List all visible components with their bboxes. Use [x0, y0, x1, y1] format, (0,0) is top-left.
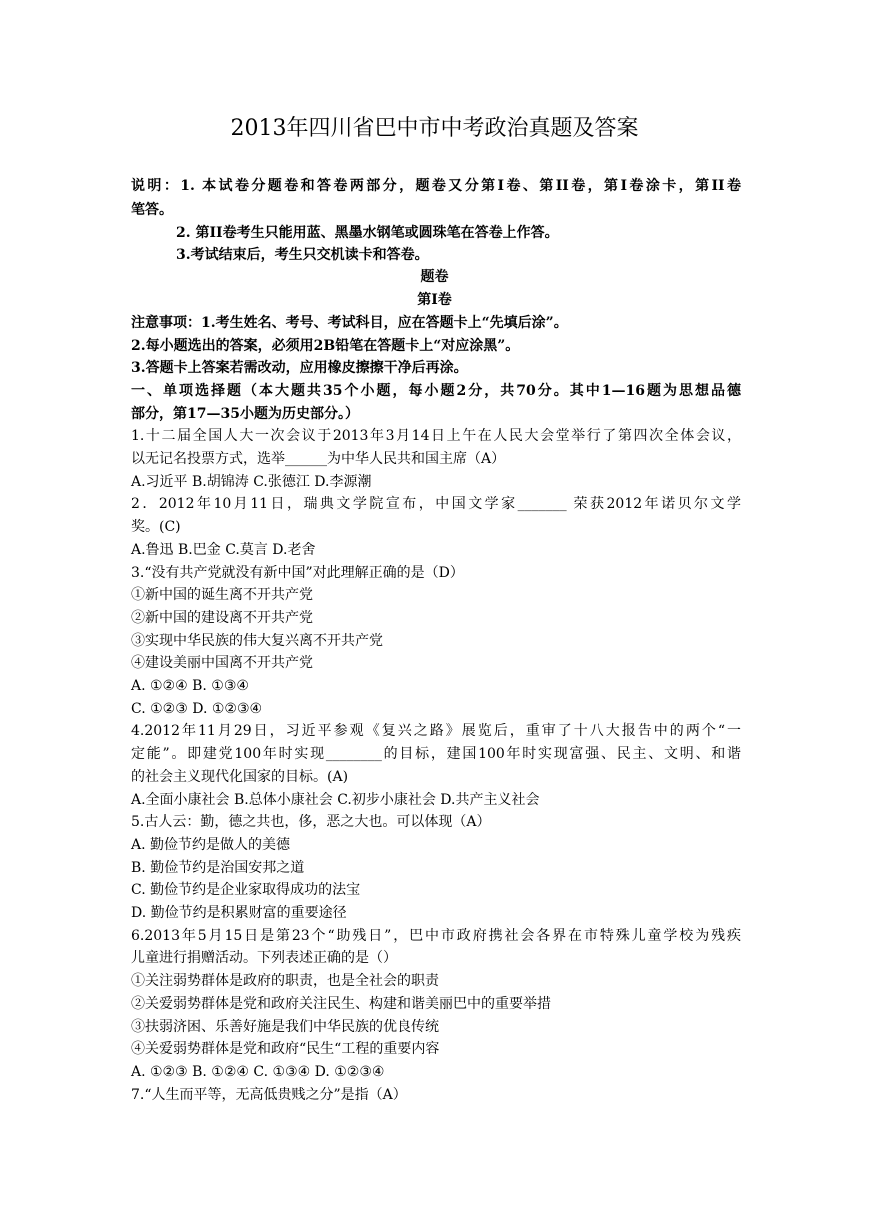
q4-stem-line-3: 的社会主义现代化国家的目标。(A) [131, 769, 349, 785]
q5-option-a: A. 勤俭节约是做人的美德 [131, 837, 291, 853]
q6-stem-line-2: 儿童进行捐赠活动。下列表述正确的是（） [131, 950, 397, 966]
q3-stem: 3.“没有共产党就没有新中国”对此理解正确的是（D） [131, 565, 464, 581]
notes-line-1: 注意事项：1.考生姓名、考号、考试科目，应在答题卡上“先填后涂”。 [131, 315, 568, 331]
notes-line-2: 2.每小题选出的答案，必须用2B铅笔在答题卡上“对应涂黑”。 [131, 338, 520, 354]
instructions-line-3: 3.考试结束后，考生只交机读卡和答卷。 [176, 247, 429, 263]
notes-line-3: 3.答题卡上答案若需改动，应用橡皮擦擦干净后再涂。 [131, 360, 468, 376]
q2-stem-line-2: 奖。(C) [131, 519, 181, 535]
q5-option-b: B. 勤俭节约是治国安邦之道 [131, 860, 305, 876]
q4-stem-line-1: 4.2012年11月29日，习近平参观《复兴之路》展览后，重审了十八大报告中的两个“一 [131, 723, 741, 739]
section-header-line-2: 部分，第17—35小题为历史部分。） [131, 406, 359, 422]
q3-item-3: ③实现中华民族的伟大复兴离不开共产党 [131, 633, 383, 649]
heading-tijuan: 题卷 [420, 269, 449, 285]
q3-options-line-2: C. ①②③ D. ①②③④ [131, 701, 263, 717]
q3-item-2: ②新中国的建设离不开共产党 [131, 610, 313, 626]
q6-stem-line-1: 6.2013年5月15日是第23个“助残日”，巴中市政府携社会各界在市特殊儿童学校为残疾 [131, 928, 741, 944]
q5-option-c: C. 勤俭节约是企业家取得成功的法宝 [131, 882, 361, 898]
q1-stem-line-1: 1.十二届全国人大一次会议于2013年3月14日上午在人民大会堂举行了第四次全体会议， [131, 428, 741, 444]
q6-item-4: ④关爱弱势群体是党和政府“民生“工程的重要内容 [131, 1041, 440, 1057]
q6-item-2: ②关爱弱势群体是党和政府关注民生、构建和谐美丽巴中的重要举措 [131, 996, 551, 1012]
q3-item-4: ④建设美丽中国离不开共产党 [131, 655, 313, 671]
q5-stem: 5.古人云：勤，德之共也，侈，恶之大也。可以体现（A） [131, 814, 491, 830]
q2-options: A.鲁迅 B.巴金 C.莫言 D.老舍 [131, 542, 316, 558]
q6-item-1: ①关注弱势群体是政府的职责，也是全社会的职责 [131, 973, 439, 989]
document-title: 2013年四川省巴中市中考政治真题及答案 [230, 116, 639, 141]
q4-options: A.全面小康社会 B.总体小康社会 C.初步小康社会 D.共产主义社会 [131, 792, 540, 808]
q6-options: A. ①②③ B. ①②④ C. ①③④ D. ①②③④ [131, 1064, 385, 1080]
instructions-line-1: 说明：1. 本试卷分题卷和答卷两部分，题卷又分第Ⅰ卷、第II卷，第Ⅰ卷涂卡，第II卷 [131, 178, 741, 194]
q3-options-line-1: A. ①②④ B. ①③④ [131, 678, 249, 694]
q1-stem-line-2: 以无记名投票方式，选举______为中华人民共和国主席（A） [131, 451, 506, 467]
q5-option-d: D. 勤俭节约是积累财富的重要途径 [131, 905, 347, 921]
instructions-line-1-cont: 笔答。 [131, 202, 173, 218]
q4-stem-line-2: 定能”。即建党100年时实现________的目标，建国100年时实现富强、民主、文明、和谐 [131, 746, 741, 762]
instructions-line-2: 2. 第II卷考生只能用蓝、黑墨水钢笔或圆珠笔在答卷上作答。 [176, 225, 559, 241]
section-header-line-1: 一、单项选择题（本大题共35个小题，每小题2分，共70分。其中1—16题为思想品德 [131, 383, 741, 399]
q1-options: A.习近平 B.胡锦涛 C.张德江 D.李源潮 [131, 474, 372, 490]
q6-item-3: ③扶弱济困、乐善好施是我们中华民族的优良传统 [131, 1019, 439, 1035]
heading-part-one: 第Ⅰ卷 [417, 292, 452, 308]
q3-item-1: ①新中国的诞生离不开共产党 [131, 587, 313, 603]
q7-stem: 7.“人生而平等，无高低贵贱之分”是指（A） [131, 1087, 407, 1103]
q2-stem-line-1: 2．2012年10月11日，瑞典文学院宣布，中国文学家_______ 荣获2012年诺贝尔文学 [131, 496, 741, 512]
